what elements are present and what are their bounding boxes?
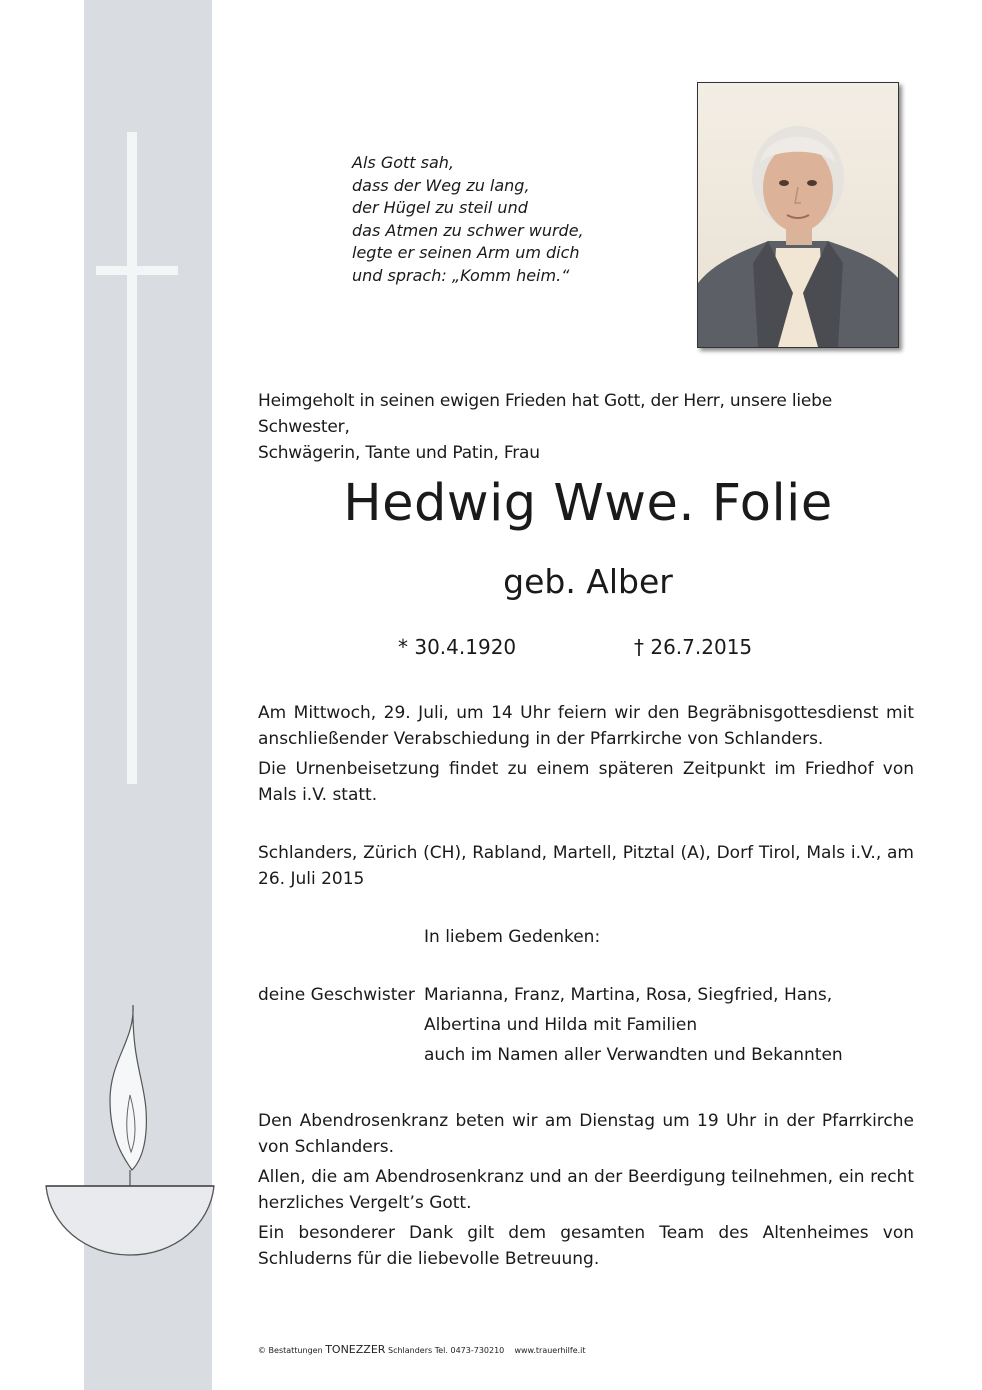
intro-text bbox=[258, 388, 918, 466]
rosary-text: Den Abendrosenkranz beten wir am Dienstag um 19 Uhr in der Pfarrkirche von Schlanders. bbox=[258, 1111, 914, 1157]
family-line: auch im Namen aller Verwandten und Bekannten bbox=[424, 1045, 843, 1065]
intro-line: Schwägerin, Tante und Patin, Frau bbox=[258, 443, 540, 463]
siblings-label: deine Geschwister bbox=[258, 985, 415, 1005]
intro-line: Heimgeholt in seinen ewigen Frieden hat Gott, der Herr, unsere liebe Schwester, bbox=[258, 391, 832, 437]
portrait-photo bbox=[697, 82, 899, 348]
cross-bar bbox=[96, 266, 178, 275]
remembrance-heading: In liebem Gedenken: bbox=[424, 927, 601, 947]
urn-burial-text: Die Urnenbeisetzung findet zu einem späteren Zeitpunkt im Friedhof von Mals i.V. statt. bbox=[258, 759, 914, 805]
maiden-name: geb. Alber bbox=[503, 562, 673, 601]
footer-website[interactable]: www.trauerhilfe.it bbox=[514, 1346, 586, 1355]
family-line: Marianna, Franz, Martina, Rosa, Siegfried, Hans, bbox=[424, 985, 833, 1005]
birth-date: * 30.4.1920 bbox=[398, 635, 517, 659]
verse-line: das Atmen zu schwer wurde, bbox=[352, 220, 584, 240]
family-line: Albertina und Hilda mit Familien bbox=[424, 1015, 698, 1035]
deceased-name: Hedwig Wwe. Folie bbox=[343, 474, 833, 533]
death-date: † 26.7.2015 bbox=[634, 635, 753, 659]
oil-lamp-icon bbox=[40, 1000, 220, 1270]
memorial-verse bbox=[352, 152, 622, 287]
verse-line: dass der Weg zu lang, bbox=[352, 175, 530, 195]
verse-line: Als Gott sah, bbox=[352, 153, 454, 172]
footer-contact: Schlanders Tel. 0473-730210 bbox=[387, 1346, 505, 1355]
footer-prefix: © Bestattungen bbox=[258, 1346, 323, 1355]
verse-line: der Hügel zu steil und bbox=[352, 198, 528, 217]
footer-brand: TONEZZER bbox=[325, 1343, 386, 1356]
special-thanks-text: Ein besonderer Dank gilt dem gesamten Team des Altenheimes von Schluderns für die liebevolle Betreuung. bbox=[258, 1223, 914, 1269]
cross-icon bbox=[127, 132, 137, 784]
funeral-service-text: Am Mittwoch, 29. Juli, um 14 Uhr feiern wir den Begräbnisgottesdienst mit anschließender Verabschiedung in der Pfarrkirche von Schlanders. bbox=[258, 703, 914, 749]
footer bbox=[258, 1344, 586, 1357]
places-date-text: Schlanders, Zürich (CH), Rabland, Martell, Pitztal (A), Dorf Tirol, Mals i.V., am 26. Juli 2015 bbox=[258, 843, 914, 889]
verse-line: und sprach: „Komm heim.“ bbox=[352, 265, 570, 285]
thanks-text: Allen, die am Abendrosenkranz und an der Beerdigung teilnehmen, ein recht herzliches Vergelt’s Gott. bbox=[258, 1167, 914, 1213]
verse-line: legte er seinen Arm um dich bbox=[352, 243, 580, 262]
